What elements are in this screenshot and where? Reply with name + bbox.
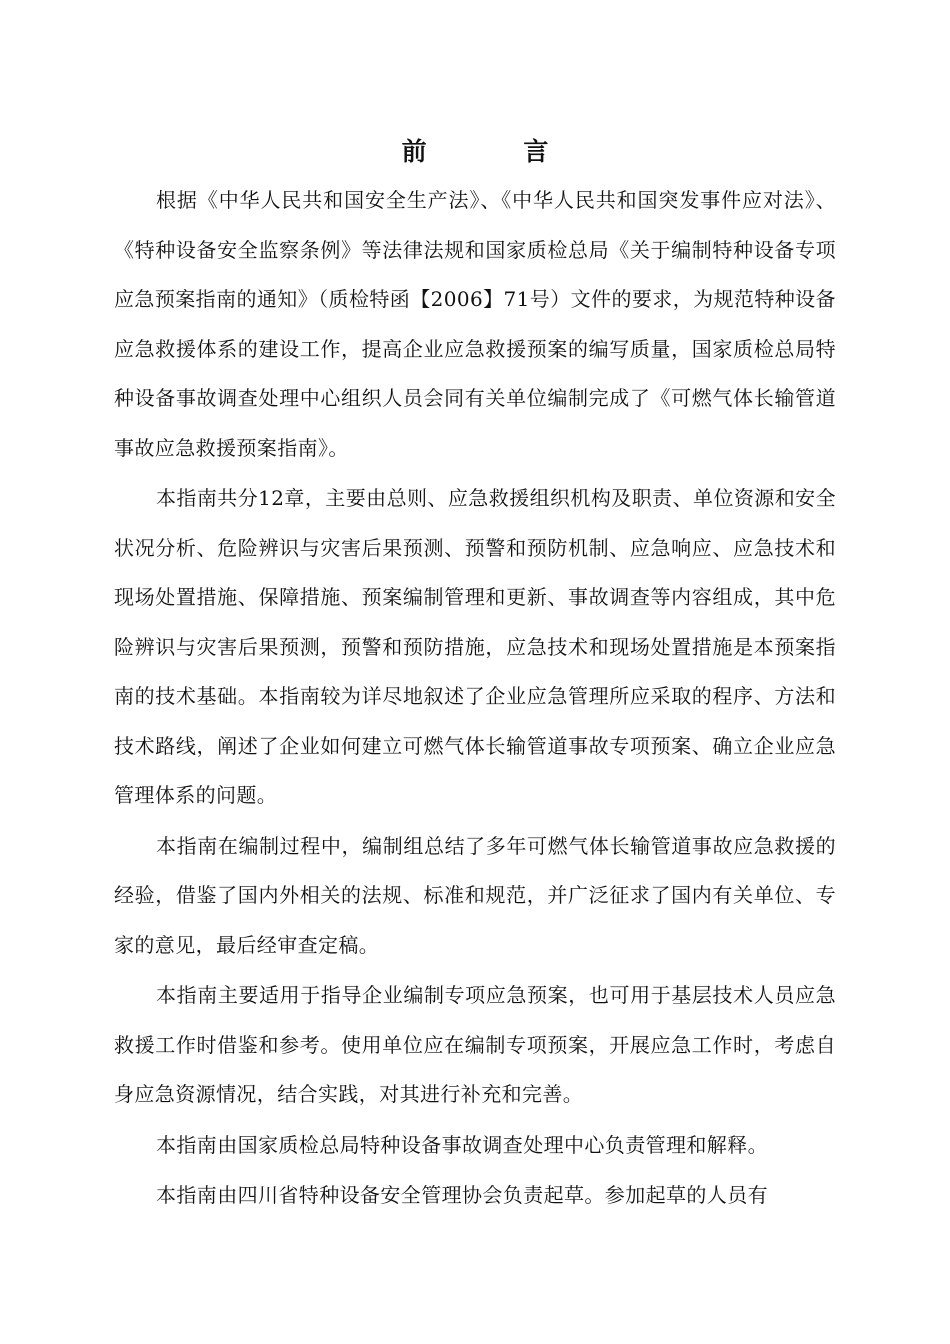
paragraph-drafting: 本指南由四川省特种设备安全管理协会负责起草。参加起草的人员有 bbox=[156, 1183, 768, 1207]
paragraph-compilation: 本指南在编制过程中，编制组总结了多年可燃气体长输管道事故应急救援的经验，借鉴了国内外相关的法规、标准和规范，并广泛征求了国内有关单位、专家的意见，最后经审查定稿。 bbox=[114, 833, 836, 957]
paragraph-basis: 根据《中华人民共和国安全生产法》、《中华人民共和国突发事件应对法》、《特种设备安全监察条例》等法律法规和国家质检总局《关于编制特种设备专项应急预案指南的通知》（质检特函【2006】71号）文件的要求，为规范特种设备应急救援体系的建设工作，提高企业应急救援预案的编写质量，国家质检总局特种设备事故调查处理中心组织人员会同有关单位编制完成了《可燃气体长输管道事故应急救援预案指南》。 bbox=[114, 188, 836, 460]
page-title: 前 言 bbox=[401, 137, 593, 166]
body-text bbox=[114, 176, 836, 1221]
paragraph-contents: 本指南共分12章，主要由总则、应急救援组织机构及职责、单位资源和安全状况分析、危险辨识与灾害后果预测、预警和预防机制、应急响应、应急技术和现场处置措施、保障措施、预案编制管理和更新、事故调查等内容组成，其中危险辨识与灾害后果预测，预警和预防措施，应急技术和现场处置措施是本预案指南的技术基础。本指南较为详尽地叙述了企业应急管理所应采取的程序、方法和技术路线，阐述了企业如何建立可燃气体长输管道事故专项预案、确立企业应急管理体系的问题。 bbox=[114, 486, 836, 807]
paragraph-scope: 本指南主要适用于指导企业编制专项应急预案，也可用于基层技术人员应急救援工作时借鉴和参考。使用单位应在编制专项预案，开展应急工作时，考虑自身应急资源情况，结合实践，对其进行补充和完善。 bbox=[114, 983, 836, 1106]
paragraph-management: 本指南由国家质检总局特种设备事故调查处理中心负责管理和解释。 bbox=[156, 1132, 768, 1157]
